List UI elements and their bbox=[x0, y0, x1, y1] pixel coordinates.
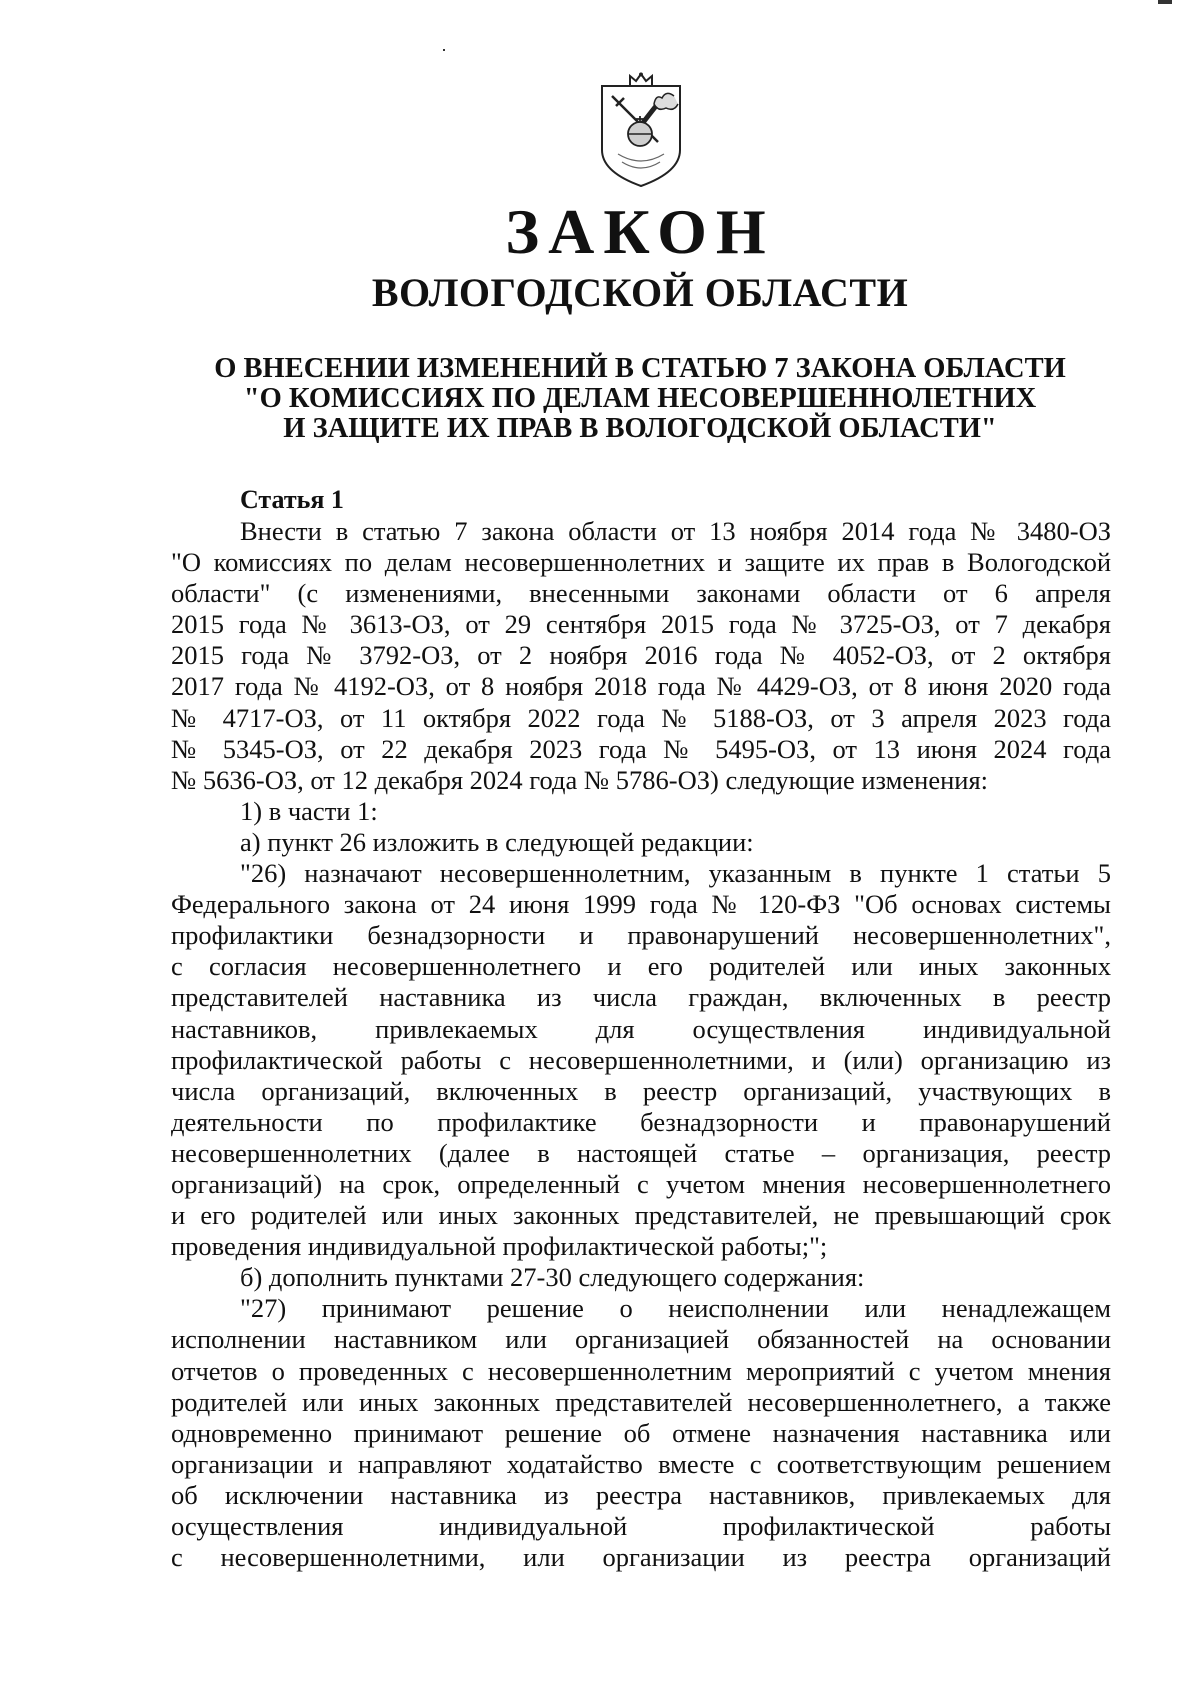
body-line: наставников, привлекаемых для осуществления индивидуальной bbox=[171, 1013, 1111, 1044]
body-line: а) пункт 26 изложить в следующей редакции: bbox=[240, 826, 754, 857]
subject-line: "О КОМИССИЯХ ПО ДЕЛАМ НЕСОВЕРШЕННОЛЕТНИХ bbox=[243, 383, 1037, 414]
body-line: числа организаций, включенных в реестр организаций, участвующих в bbox=[171, 1075, 1111, 1106]
document-subject bbox=[0, 354, 1200, 444]
body-line: № 4717-ОЗ, от 11 октября 2022 года № 5188-ОЗ, от 3 апреля 2023 года bbox=[171, 702, 1111, 733]
subject-line: И ЗАЩИТЕ ИХ ПРАВ В ВОЛОГОДСКОЙ ОБЛАСТИ" bbox=[283, 413, 997, 444]
body-line: об исключении наставника из реестра наставников, привлекаемых для bbox=[171, 1479, 1111, 1510]
body-line: деятельности по профилактике безнадзорности и правонарушений bbox=[171, 1106, 1111, 1137]
body-line: Федерального закона от 24 июня 1999 года № 120-ФЗ "Об основах системы bbox=[171, 889, 1111, 920]
body-line: и его родителей или иных законных представителей, не превышающий срок bbox=[171, 1200, 1111, 1231]
scan-artifact bbox=[1158, 0, 1172, 4]
article-heading: Статья 1 bbox=[240, 485, 344, 514]
body-line: с согласия несовершеннолетнего и его родителей или иных законных bbox=[171, 951, 1111, 982]
body-line: "27) принимают решение о неисполнении или ненадлежащем bbox=[240, 1293, 1111, 1324]
body-line: № 5636-ОЗ, от 12 декабря 2024 года № 5786-ОЗ) следующие изменения: bbox=[171, 764, 989, 795]
body-line: № 5345-ОЗ, от 22 декабря 2023 года № 5495-ОЗ, от 13 июня 2024 года bbox=[171, 733, 1111, 764]
body-line: 2017 года № 4192-ОЗ, от 8 ноября 2018 года № 4429-ОЗ, от 8 июня 2020 года bbox=[171, 671, 1111, 702]
body-line: профилактики безнадзорности и правонарушений несовершеннолетних", bbox=[171, 920, 1111, 951]
article-body bbox=[171, 516, 1111, 1573]
document-region: ВОЛОГОДСКОЙ ОБЛАСТИ bbox=[371, 270, 909, 315]
body-line: 2015 года № 3613-ОЗ, от 29 сентября 2015 года № 3725-ОЗ, от 7 декабря bbox=[171, 609, 1111, 640]
body-line: исполнении наставником или организацией обязанностей на основании bbox=[171, 1324, 1111, 1355]
body-line: б) дополнить пунктами 27-30 следующего содержания: bbox=[240, 1262, 865, 1293]
body-line: представителей наставника из числа граждан, включенных в реестр bbox=[171, 982, 1111, 1013]
body-line: с несовершеннолетними, или организации из реестра организаций bbox=[171, 1542, 1111, 1573]
body-line: проведения индивидуальной профилактической работы;"; bbox=[171, 1231, 828, 1262]
body-line: "О комиссиях по делам несовершеннолетних и защите их прав в Вологодской bbox=[171, 547, 1111, 578]
subject-line: О ВНЕСЕНИИ ИЗМЕНЕНИЙ В СТАТЬЮ 7 ЗАКОНА ОБЛАСТИ bbox=[214, 353, 1066, 384]
body-line: отчетов о проведенных с несовершеннолетним мероприятий с учетом мнения bbox=[171, 1355, 1111, 1386]
body-line: родителей или иных законных представителей несовершеннолетнего, а также bbox=[171, 1386, 1111, 1417]
body-line: несовершеннолетних (далее в настоящей статье – организация, реестр bbox=[171, 1137, 1111, 1168]
body-line: организации и направляют ходатайство вместе с соответствующим решением bbox=[171, 1448, 1111, 1479]
body-line: области" (с изменениями, внесенными законами области от 6 апреля bbox=[171, 578, 1111, 609]
scan-artifact bbox=[443, 49, 445, 51]
body-line: организаций) на срок, определенный с учетом мнения несовершеннолетнего bbox=[171, 1168, 1111, 1199]
body-line: одновременно принимают решение об отмене назначения наставника или bbox=[171, 1417, 1111, 1448]
body-line: 1) в части 1: bbox=[240, 795, 378, 826]
coat-of-arms-emblem bbox=[596, 72, 686, 190]
body-line: "26) назначают несовершеннолетним, указанным в пункте 1 статьи 5 bbox=[240, 858, 1111, 889]
body-line: осуществления индивидуальной профилактической работы bbox=[171, 1511, 1111, 1541]
body-line: 2015 года № 3792-ОЗ, от 2 ноября 2016 года № 4052-ОЗ, от 2 октября bbox=[171, 640, 1111, 671]
body-line: Внести в статью 7 закона области от 13 ноября 2014 года № 3480-ОЗ bbox=[240, 516, 1111, 546]
body-line: профилактической работы с несовершеннолетними, и (или) организацию из bbox=[171, 1044, 1111, 1075]
document-title: ЗАКОН bbox=[505, 196, 775, 267]
